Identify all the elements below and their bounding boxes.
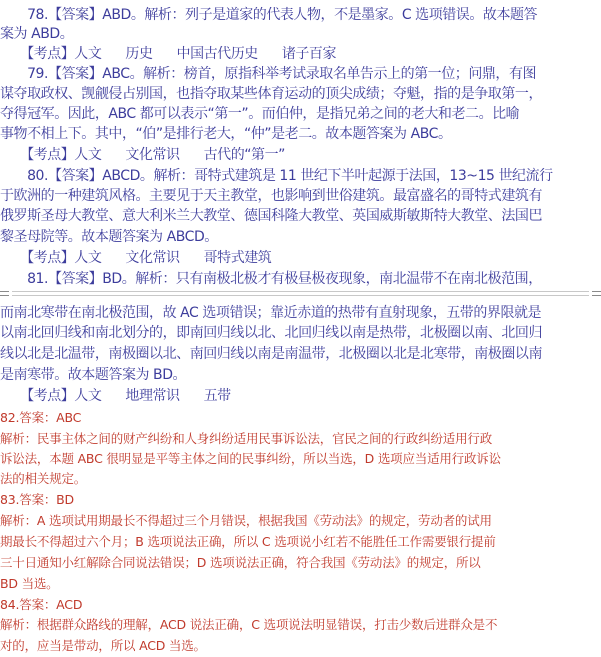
text-line: 法的相关规定。 (0, 471, 87, 486)
answer-line: 84.答案：ACD (0, 597, 83, 612)
topic-tag: 中国古代历史 (176, 46, 258, 62)
topic-tag: 地理常识 (125, 388, 180, 404)
text-line: 期最长不得超过六个月；B 选项说法正确，所以 C 选项说小红若不能胜任工作需要银行提前 (0, 534, 496, 549)
text-line: 诉讼法，本题 ABC 很明显是平等主体之间的民事纠纷，所以当选，D 选项应当适用行政诉讼 (0, 451, 501, 466)
text-line: 78.【答案】ABD。解析：列子是道家的代表人物，不是墨家。C 选项错误。故本题答 (0, 7, 538, 23)
text-line: 谋夺取政权、觊觎侵占别国，也指夺取某些体育运动的顶尖成绩；夺魁，指的是争取第一， (0, 86, 542, 102)
topic-tag: 哥特式建筑 (203, 250, 272, 266)
answer-line: 83.答案：BD (0, 492, 74, 507)
topic-tag: 五带 (203, 388, 231, 404)
topic-label: 【考点】人文 (0, 147, 102, 163)
text-line: 81.【答案】BD。解析：只有南极北极才有极昼极夜现象，南北温带不在南北极范围， (0, 271, 542, 287)
text-line: 是南寒带。故本题答案为 BD。 (0, 367, 187, 383)
text-line: 俄罗斯圣母大教堂、意大利米兰大教堂、德国科隆大教堂、英国威斯敏斯特大教堂、法国巴 (0, 208, 542, 224)
text-line: BD 当选。 (0, 576, 59, 591)
text-line: 解析：根据群众路线的理解，ACD 说法正确，C 选项说法明显错误，打击少数后进群众是不 (0, 617, 498, 632)
topic-tag: 历史 (125, 46, 153, 62)
page-break-divider (0, 290, 601, 298)
topic-line (0, 386, 601, 406)
text-line: 对的，应当是带动，所以 ACD 当选。 (0, 638, 206, 653)
text-line: 于欧洲的一种建筑风格。主要见于天主教堂，也影响到世俗建筑。最富盛名的哥特式建筑有 (0, 188, 542, 204)
text-line: 79.【答案】ABC。解析：榜首，原指科举考试录取名单告示上的第一位；问鼎，有图 (0, 66, 537, 82)
topic-tag: 诸子百家 (281, 46, 337, 62)
text-line: 三十日通知小红解除合同说法错误；D 选项说法正确，符合我国《劳动法》的规定，所以 (0, 555, 481, 570)
topic-tag: 文化常识 (125, 250, 180, 266)
text-line: 黎圣母院等。故本题答案为 ABCD。 (0, 229, 218, 245)
text-line: 夺得冠军。因此，ABC 都可以表示“第一”。而伯仲，是指兄弟之间的老大和老二。比喻 (0, 106, 520, 122)
text-line: 线以北是北温带，南极圈以北、南回归线以南是南温带，北极圈以北是北寒带，南极圈以南 (0, 346, 542, 362)
topic-line (0, 248, 601, 268)
text-line: 解析：A 选项试用期最长不得超过三个月错误，根据我国《劳动法》的规定，劳动者的试用 (0, 513, 492, 528)
topic-tag: 文化常识 (125, 147, 180, 163)
page-break-marker-right (592, 290, 601, 297)
text-line: 80.【答案】ABCD。解析：哥特式建筑是 11 世纪下半叶起源于法国，13~15 世纪流行 (0, 168, 553, 184)
topic-label: 【考点】人文 (0, 250, 102, 266)
topic-tag: 古代的“第一” (203, 147, 285, 163)
topic-label: 【考点】人文 (0, 388, 102, 404)
text-line: 解析：民事主体之间的财产纠纷和人身纠纷适用民事诉讼法，官民之间的行政纠纷适用行政 (0, 431, 493, 446)
answer-line: 82.答案：ABC (0, 410, 82, 425)
page-break-marker-left (0, 290, 9, 297)
topic-label: 【考点】人文 (0, 46, 102, 62)
topic-line (0, 44, 601, 64)
text-line: 而南北寒带在南北极范围，故 AC 选项错误；靠近赤道的热带有直射现象，五带的界限就是 (0, 305, 542, 321)
text-line: 案为 ABD。 (0, 26, 74, 42)
text-line: 以南北回归线和南北划分的，即南回归线以北、北回归线以南是热带，北极圈以南、北回归 (0, 325, 542, 341)
topic-line (0, 145, 601, 165)
text-line: 事物不相上下。其中，“伯”是排行老大，“仲”是老二。故本题答案为 ABC。 (0, 126, 452, 142)
